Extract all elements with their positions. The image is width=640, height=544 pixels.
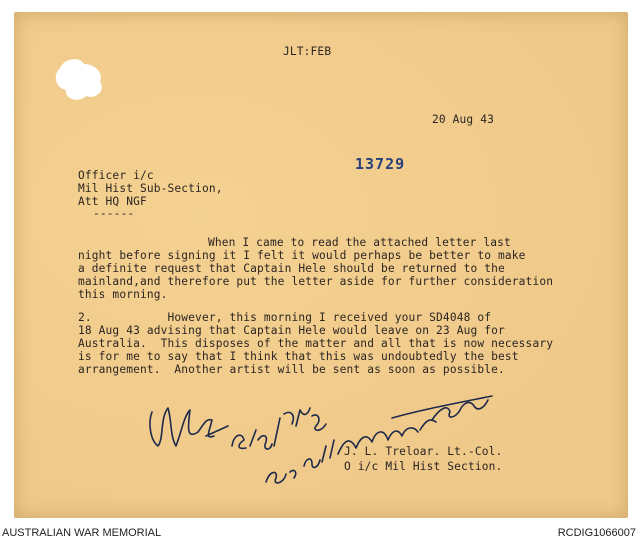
file-note-line1: [232, 408, 326, 449]
paragraph-1-line-5: this morning.: [78, 288, 168, 301]
paragraph-2-line-1: 2. However, this morning I received your SD4048 of: [78, 311, 492, 324]
file-note-line2: [266, 420, 436, 483]
registry-stamp-number: 13729: [355, 155, 406, 173]
recipient-underline: ------: [93, 207, 135, 220]
footer-archive-name: AUSTRALIAN WAR MEMORIAL: [2, 527, 162, 539]
paragraph-2-line-3: Australia. This disposes of the matter and all that is now necessary: [78, 337, 554, 350]
paragraph-1-line-1: When I came to read the attached letter last: [146, 236, 511, 249]
paragraph-2-line-5: arrangement. Another artist will be sent as soon as possible.: [78, 363, 505, 376]
paragraph-1-line-3: a definite request that Captain Hele should be returned to the: [78, 262, 505, 275]
initials-signature: [150, 408, 214, 446]
signatory-name: J. L. Treloar. Lt.-Col.: [344, 445, 503, 458]
footer-record-id: RCDIG1066007: [557, 527, 636, 539]
reference-line: JLT:FEB: [283, 45, 332, 58]
recipient-line-2: Mil Hist Sub-Section,: [78, 182, 223, 195]
recipient-line-3: Att HQ NGF: [78, 195, 147, 208]
signatory-title: O i/c Mil Hist Section.: [344, 460, 503, 473]
paragraph-2-line-4: is for me to say that I think that this was undoubtedly the best: [78, 350, 519, 363]
recipient-line-1: Officer i/c: [78, 169, 154, 182]
paragraph-2-line-2: 18 Aug 43 advising that Captain Hele would leave on 23 Aug for: [78, 324, 505, 337]
letter-date: 20 Aug 43: [432, 113, 494, 126]
paragraph-1-line-4: mainland,and therefore put the letter aside for further consideration: [78, 275, 554, 288]
paragraph-1-line-2: night before signing it I felt it would perhaps be better to make: [78, 249, 526, 262]
underline-stroke: [392, 396, 492, 418]
